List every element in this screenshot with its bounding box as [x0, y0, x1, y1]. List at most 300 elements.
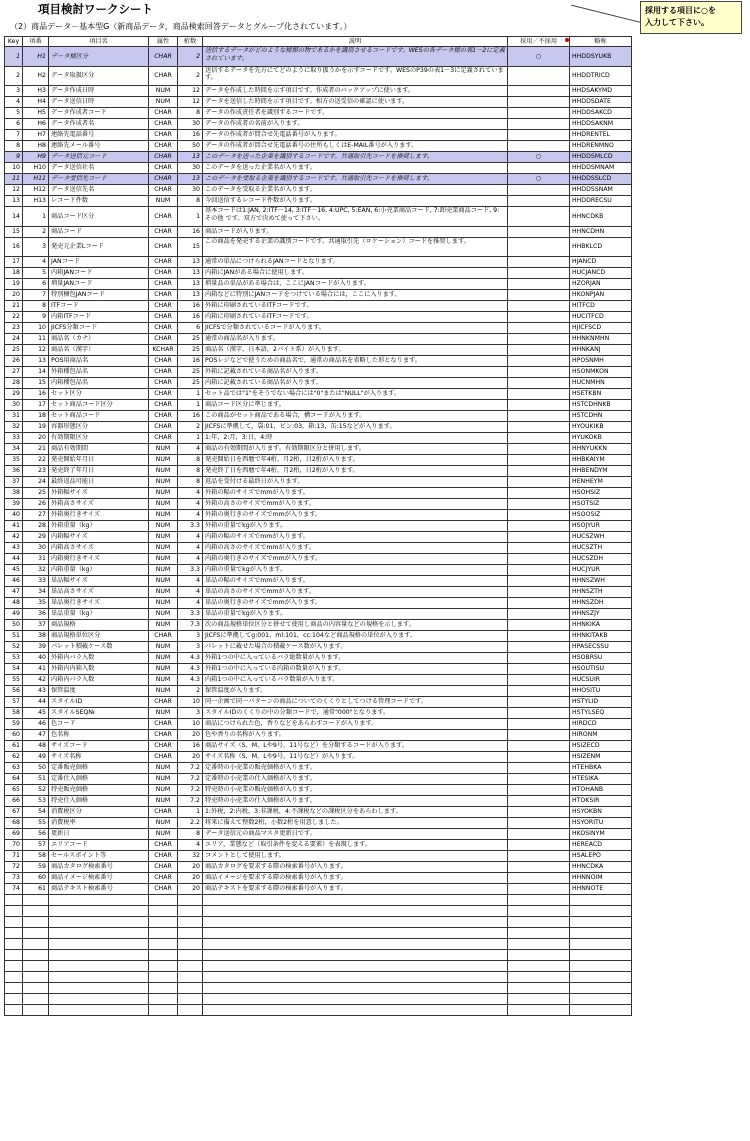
adopt-cell[interactable]	[508, 917, 570, 928]
digits-cell: 30	[178, 163, 203, 174]
header-adopt: 採用／不採用	[508, 37, 570, 47]
key-cell: 47	[5, 587, 23, 598]
empty-cell	[203, 939, 508, 950]
adopt-cell[interactable]	[508, 411, 570, 422]
adopt-cell[interactable]	[508, 939, 570, 950]
key-cell: 49	[5, 609, 23, 620]
adopt-cell[interactable]	[508, 620, 570, 631]
table-row	[5, 97, 632, 108]
adopt-cell[interactable]	[508, 796, 570, 807]
item-name-cell: サイズコード	[49, 741, 149, 752]
key-cell: 33	[5, 433, 23, 444]
table-row	[5, 785, 632, 796]
adopt-cell[interactable]: ○	[508, 174, 570, 185]
adopt-cell[interactable]	[508, 455, 570, 466]
attribute-cell: CHAR	[149, 356, 178, 367]
digits-cell: 15	[178, 237, 203, 257]
empty-cell	[23, 928, 49, 939]
description-cell: 内箱にJANがある場合に使用します。	[203, 268, 508, 279]
digits-cell: 25	[178, 334, 203, 345]
item-name-cell: 商品イメージ検索番号	[49, 873, 149, 884]
adopt-cell[interactable]	[508, 752, 570, 763]
adopt-cell[interactable]	[508, 345, 570, 356]
attribute-cell: CHAR	[149, 840, 178, 851]
digits-cell: 4	[178, 444, 203, 455]
adopt-cell[interactable]	[508, 884, 570, 895]
key-cell: 17	[5, 257, 23, 268]
description-cell: 将来に備えて整数2桁，小数2桁を用意しました。	[203, 818, 508, 829]
table-row	[5, 851, 632, 862]
adopt-cell[interactable]	[508, 972, 570, 983]
item-name-cell: 内箱重量（kg）	[49, 565, 149, 576]
key-cell: 13	[5, 196, 23, 207]
empty-cell	[570, 950, 632, 961]
key-cell: 44	[5, 554, 23, 565]
abbreviation-cell: HPOSNMH	[570, 356, 632, 367]
adopt-cell[interactable]	[508, 119, 570, 130]
empty-cell	[5, 895, 23, 906]
empty-cell	[149, 917, 178, 928]
item-name-cell: 有効期限区分	[49, 433, 149, 444]
table-row	[5, 174, 632, 185]
table-row	[5, 763, 632, 774]
key-cell: 73	[5, 873, 23, 884]
adopt-cell[interactable]	[508, 587, 570, 598]
item-name-cell: スタイルID	[49, 697, 149, 708]
table-row	[5, 86, 632, 97]
item-name-cell: スタイルSEQ№	[49, 708, 149, 719]
empty-cell	[178, 928, 203, 939]
digits-cell: 13	[178, 152, 203, 163]
attribute-cell: CHAR	[149, 884, 178, 895]
description-cell: 単品の高さのサイズでmmが入ります。	[203, 587, 508, 598]
key-cell: 10	[5, 163, 23, 174]
table-row	[5, 653, 632, 664]
adopt-cell[interactable]	[508, 207, 570, 227]
description-cell: この商品がセット商品である場合，構コードが入ります。	[203, 411, 508, 422]
key-cell: 1	[5, 47, 23, 67]
key-cell: 16	[5, 237, 23, 257]
abbreviation-cell: HITFCD	[570, 301, 632, 312]
item-no-cell: 42	[23, 675, 49, 686]
adopt-cell[interactable]	[508, 466, 570, 477]
digits-cell: 13	[178, 268, 203, 279]
adopt-cell[interactable]	[508, 400, 570, 411]
table-row	[5, 697, 632, 708]
adopt-cell[interactable]	[508, 675, 570, 686]
attribute-cell: NUM	[149, 576, 178, 587]
adopt-cell[interactable]	[508, 719, 570, 730]
adopt-cell[interactable]	[508, 554, 570, 565]
table-row	[5, 521, 632, 532]
digits-cell: 8	[178, 466, 203, 477]
table-row	[5, 237, 632, 257]
adopt-cell[interactable]	[508, 510, 570, 521]
digits-cell: 3.3	[178, 565, 203, 576]
table-row	[5, 389, 632, 400]
abbreviation-cell: HHBKAIYM	[570, 455, 632, 466]
adopt-cell[interactable]	[508, 543, 570, 554]
adopt-cell[interactable]	[508, 86, 570, 97]
digits-cell: 32	[178, 851, 203, 862]
item-name-cell: データ送信日時	[49, 97, 149, 108]
empty-cell	[149, 972, 178, 983]
adopt-cell[interactable]	[508, 631, 570, 642]
description-cell: 内箱に印刷されているITFコードです。	[203, 312, 508, 323]
key-cell: 48	[5, 598, 23, 609]
attribute-cell: NUM	[149, 642, 178, 653]
empty-cell	[49, 961, 149, 972]
item-no-cell: H12	[23, 185, 49, 196]
digits-cell: 1	[178, 389, 203, 400]
item-name-cell: 商品名（カナ）	[49, 334, 149, 345]
attribute-cell: CHAR	[149, 174, 178, 185]
item-name-cell: 色コード	[49, 719, 149, 730]
item-name-cell: 商品有効期間	[49, 444, 149, 455]
empty-cell	[5, 983, 23, 994]
abbreviation-cell: HUCNMHN	[570, 378, 632, 389]
description-cell: 外箱に印刷されているITFコードです。	[203, 301, 508, 312]
abbreviation-cell: HHDDTRICD	[570, 66, 632, 86]
adopt-cell[interactable]	[508, 785, 570, 796]
adopt-cell[interactable]	[508, 444, 570, 455]
adopt-cell[interactable]	[508, 257, 570, 268]
table-row	[5, 873, 632, 884]
digits-cell: 20	[178, 752, 203, 763]
key-cell: 25	[5, 345, 23, 356]
empty-row	[5, 895, 632, 906]
table-row	[5, 466, 632, 477]
empty-cell	[49, 950, 149, 961]
adopt-cell[interactable]	[508, 163, 570, 174]
abbreviation-cell: HIRDCD	[570, 719, 632, 730]
description-cell: 外箱の奥行きのサイズでmmが入ります。	[203, 510, 508, 521]
adopt-cell[interactable]	[508, 741, 570, 752]
table-row	[5, 66, 632, 86]
abbreviation-cell: HYUKOKB	[570, 433, 632, 444]
digits-cell: 8	[178, 477, 203, 488]
key-cell: 14	[5, 207, 23, 227]
attribute-cell: CHAR	[149, 130, 178, 141]
empty-cell	[49, 928, 149, 939]
item-no-cell: 6	[23, 279, 49, 290]
item-name-cell: 商品規格単位区分	[49, 631, 149, 642]
abbreviation-cell: HYOUKIKB	[570, 422, 632, 433]
adopt-cell[interactable]	[508, 334, 570, 345]
adopt-cell[interactable]	[508, 290, 570, 301]
description-cell: 次の商品規格単位区分と併せて使用し商品の内容量などの規格を示します。	[203, 620, 508, 631]
note-arrow-line	[571, 5, 641, 23]
adopt-cell[interactable]	[508, 130, 570, 141]
table-row	[5, 141, 632, 152]
key-cell: 7	[5, 130, 23, 141]
item-no-cell: 5	[23, 268, 49, 279]
item-name-cell: 消費税率	[49, 818, 149, 829]
item-no-cell: 16	[23, 389, 49, 400]
description-cell: 商品名（漢字，日本語，2バイト系）が入ります。	[203, 345, 508, 356]
adopt-cell[interactable]	[508, 862, 570, 873]
attribute-cell: CHAR	[149, 411, 178, 422]
attribute-cell: NUM	[149, 829, 178, 840]
adopt-cell[interactable]	[508, 708, 570, 719]
table-row	[5, 356, 632, 367]
empty-row	[5, 950, 632, 961]
attribute-cell: CHAR	[149, 47, 178, 67]
description-cell: 商品につけられた色，香りなどをあらわすコードが入ります。	[203, 719, 508, 730]
item-name-cell: 連絡先電話番号	[49, 130, 149, 141]
digits-cell: 4.3	[178, 653, 203, 664]
item-name-cell: JANコード	[49, 257, 149, 268]
table-row	[5, 642, 632, 653]
empty-cell	[149, 906, 178, 917]
empty-cell	[570, 994, 632, 1005]
adopt-cell[interactable]	[508, 950, 570, 961]
empty-cell	[570, 1005, 632, 1016]
table-row	[5, 119, 632, 130]
adopt-cell[interactable]: ○	[508, 47, 570, 67]
description-cell: データを作成した時間を示す項目です。作成者のバックアップに使います。	[203, 86, 508, 97]
item-no-cell: 23	[23, 466, 49, 477]
digits-cell: 4	[178, 840, 203, 851]
item-name-cell: 内箱JANコード	[49, 268, 149, 279]
attribute-cell: NUM	[149, 796, 178, 807]
adopt-cell[interactable]	[508, 185, 570, 196]
page-title: 項目検討ワークシート	[38, 2, 153, 16]
empty-cell	[5, 994, 23, 1005]
attribute-cell: CHAR	[149, 66, 178, 86]
digits-cell: 20	[178, 862, 203, 873]
abbreviation-cell: HHNCDHN	[570, 226, 632, 237]
item-name-cell: 定番仕入価格	[49, 774, 149, 785]
digits-cell: 13	[178, 290, 203, 301]
empty-cell	[5, 917, 23, 928]
adopt-cell[interactable]: ○	[508, 152, 570, 163]
key-cell: 71	[5, 851, 23, 862]
item-no-cell: 45	[23, 708, 49, 719]
adopt-cell[interactable]	[508, 97, 570, 108]
adopt-cell[interactable]	[508, 196, 570, 207]
adopt-cell[interactable]	[508, 389, 570, 400]
attribute-cell: CHAR	[149, 752, 178, 763]
key-cell: 67	[5, 807, 23, 818]
table-row	[5, 488, 632, 499]
adopt-cell[interactable]	[508, 565, 570, 576]
adopt-cell[interactable]	[508, 108, 570, 119]
empty-cell	[5, 1005, 23, 1016]
empty-cell	[5, 972, 23, 983]
attribute-cell: NUM	[149, 686, 178, 697]
digits-cell: 1	[178, 400, 203, 411]
empty-cell	[23, 983, 49, 994]
adopt-cell[interactable]	[508, 576, 570, 587]
abbreviation-cell: HHNYUKKN	[570, 444, 632, 455]
description-cell: この商品を発売する企業の識別コードです。共通取引先（ロケーション）コードを推奨します。	[203, 237, 508, 257]
abbreviation-cell: HHNKIKA	[570, 620, 632, 631]
item-no-cell: 20	[23, 433, 49, 444]
adopt-cell[interactable]	[508, 642, 570, 653]
abbreviation-cell: HENHEYM	[570, 477, 632, 488]
adopt-cell[interactable]	[508, 851, 570, 862]
adopt-cell[interactable]	[508, 237, 570, 257]
description-cell: 外箱の高さのサイズでmmが入ります。	[203, 499, 508, 510]
digits-cell: 4.3	[178, 675, 203, 686]
empty-row	[5, 972, 632, 983]
empty-cell	[5, 950, 23, 961]
attribute-cell: CHAR	[149, 862, 178, 873]
item-no-cell: 58	[23, 851, 49, 862]
digits-cell: 16	[178, 741, 203, 752]
key-cell: 60	[5, 730, 23, 741]
abbreviation-cell: HHDDSDATE	[570, 97, 632, 108]
adopt-cell[interactable]	[508, 279, 570, 290]
table-row	[5, 532, 632, 543]
abbreviation-cell: HTOKSIR	[570, 796, 632, 807]
adopt-cell[interactable]	[508, 141, 570, 152]
digits-cell: 16	[178, 130, 203, 141]
attribute-cell: CHAR	[149, 719, 178, 730]
adopt-cell[interactable]	[508, 1005, 570, 1016]
empty-row	[5, 983, 632, 994]
abbreviation-cell: HSETKBN	[570, 389, 632, 400]
adopt-cell[interactable]	[508, 301, 570, 312]
table-row	[5, 730, 632, 741]
abbreviation-cell: HUCSZWH	[570, 532, 632, 543]
empty-cell	[149, 895, 178, 906]
adopt-cell[interactable]	[508, 66, 570, 86]
key-cell: 6	[5, 119, 23, 130]
adopt-cell[interactable]	[508, 312, 570, 323]
adopt-cell[interactable]	[508, 983, 570, 994]
item-no-cell: 32	[23, 565, 49, 576]
key-cell: 58	[5, 708, 23, 719]
digits-cell: 4	[178, 532, 203, 543]
key-cell: 28	[5, 378, 23, 389]
digits-cell: 10	[178, 697, 203, 708]
empty-cell	[570, 939, 632, 950]
adopt-cell[interactable]	[508, 807, 570, 818]
description-cell: 発売開始日を西暦で年4桁，月2桁，日2桁が入ります。	[203, 455, 508, 466]
table-row	[5, 719, 632, 730]
adopt-cell[interactable]	[508, 609, 570, 620]
adopt-cell[interactable]	[508, 433, 570, 444]
digits-cell: 1	[178, 433, 203, 444]
attribute-cell: CHAR	[149, 730, 178, 741]
adopt-cell[interactable]	[508, 499, 570, 510]
item-name-cell: 増量JANコード	[49, 279, 149, 290]
adopt-cell[interactable]	[508, 378, 570, 389]
adopt-cell[interactable]	[508, 598, 570, 609]
abbreviation-cell: HZORJAN	[570, 279, 632, 290]
adopt-cell[interactable]	[508, 268, 570, 279]
adopt-cell[interactable]	[508, 532, 570, 543]
key-cell: 32	[5, 422, 23, 433]
description-cell: 保管温度が入ります。	[203, 686, 508, 697]
item-name-cell: エリアコード	[49, 840, 149, 851]
item-name-cell: データ受信先コード	[49, 174, 149, 185]
empty-cell	[149, 928, 178, 939]
key-cell: 72	[5, 862, 23, 873]
adopt-cell[interactable]	[508, 774, 570, 785]
item-name-cell: 特売仕入価格	[49, 796, 149, 807]
comment-marker-icon	[565, 38, 569, 42]
description-cell: 外箱の重量でkgが入ります。	[203, 521, 508, 532]
adopt-cell[interactable]	[508, 686, 570, 697]
item-no-cell: H11	[23, 174, 49, 185]
item-no-cell: H8	[23, 141, 49, 152]
abbreviation-cell: HSYOKBN	[570, 807, 632, 818]
table-row	[5, 587, 632, 598]
abbreviation-cell: HHNKANJ	[570, 345, 632, 356]
attribute-cell: NUM	[149, 532, 178, 543]
item-name-cell: 商品テキスト検索番号	[49, 884, 149, 895]
adopt-cell[interactable]	[508, 818, 570, 829]
adopt-cell[interactable]	[508, 226, 570, 237]
adopt-cell[interactable]	[508, 730, 570, 741]
item-no-cell: 26	[23, 499, 49, 510]
item-name-cell: 単品奥行きサイズ	[49, 598, 149, 609]
adopt-cell[interactable]	[508, 422, 570, 433]
table-row	[5, 163, 632, 174]
key-cell: 11	[5, 174, 23, 185]
adopt-cell[interactable]	[508, 521, 570, 532]
item-name-cell: 色名称	[49, 730, 149, 741]
description-cell: 返品を受付ける最終日が入ります。	[203, 477, 508, 488]
note-line-2: 入力して下さい。	[645, 18, 709, 27]
attribute-cell: NUM	[149, 565, 178, 576]
description-cell: 送信するデータを先方にてどのように取り扱うかを示すコードです。WESのP39の表1－3に定義されています。	[203, 66, 508, 86]
key-cell: 45	[5, 565, 23, 576]
adopt-cell[interactable]	[508, 928, 570, 939]
adopt-cell[interactable]	[508, 367, 570, 378]
attribute-cell: NUM	[149, 488, 178, 499]
description-cell: 送信するデータがどのような種類の物であるかを識別させるコードです。WESの各データ種の表1－2に定義されています。	[203, 47, 508, 67]
adopt-cell[interactable]	[508, 895, 570, 906]
table-row	[5, 741, 632, 752]
adopt-cell[interactable]	[508, 653, 570, 664]
table-row	[5, 609, 632, 620]
digits-cell: 25	[178, 367, 203, 378]
adopt-cell[interactable]	[508, 906, 570, 917]
adopt-cell[interactable]	[508, 664, 570, 675]
item-name-cell: 商品カタログ検索番号	[49, 862, 149, 873]
adopt-cell[interactable]	[508, 873, 570, 884]
key-cell: 50	[5, 620, 23, 631]
attribute-cell: NUM	[149, 620, 178, 631]
adopt-cell[interactable]	[508, 697, 570, 708]
digits-cell: 16	[178, 226, 203, 237]
empty-cell	[203, 994, 508, 1005]
digits-cell: 10	[178, 719, 203, 730]
adopt-cell[interactable]	[508, 356, 570, 367]
empty-cell	[49, 972, 149, 983]
key-cell: 53	[5, 653, 23, 664]
adopt-cell[interactable]	[508, 323, 570, 334]
adopt-cell[interactable]	[508, 488, 570, 499]
attribute-cell: NUM	[149, 774, 178, 785]
description-cell: 外箱1つの中に入っている内箱の数量が入ります。	[203, 664, 508, 675]
adopt-cell[interactable]	[508, 477, 570, 488]
adopt-cell[interactable]	[508, 829, 570, 840]
description-cell: 内箱などに特別にJANコードをつけている場合には，ここに入ります。	[203, 290, 508, 301]
attribute-cell: NUM	[149, 598, 178, 609]
adopt-cell[interactable]	[508, 994, 570, 1005]
adopt-cell[interactable]	[508, 961, 570, 972]
adopt-cell[interactable]	[508, 840, 570, 851]
attribute-cell: CHAR	[149, 207, 178, 227]
key-cell: 40	[5, 510, 23, 521]
adopt-cell[interactable]	[508, 763, 570, 774]
attribute-cell: CHAR	[149, 257, 178, 268]
